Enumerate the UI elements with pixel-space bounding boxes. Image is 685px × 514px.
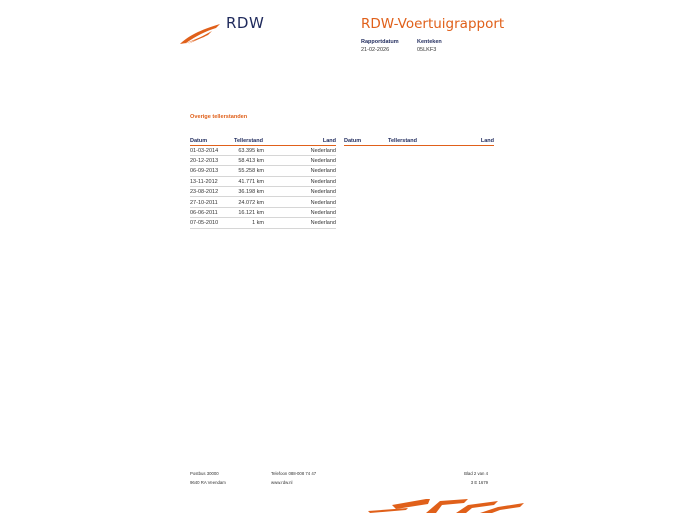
column-country: Land (264, 137, 336, 145)
footer-postbus: Postbus 30000 (190, 471, 219, 476)
table-header-row (344, 137, 494, 145)
report-date-label: Rapportdatum (361, 39, 399, 45)
reading-km: 63.395 km (228, 145, 264, 155)
reading-country: Nederland (264, 155, 336, 165)
reading-country: Nederland (264, 187, 336, 197)
rdw-wing-logo-icon (178, 22, 222, 46)
table-row (190, 145, 336, 155)
reading-km: 58.413 km (228, 155, 264, 165)
plate-label: Kenteken (417, 39, 442, 45)
footer-website: www.rdw.nl (271, 480, 293, 485)
footer-phone: Telefoon 088-008 74 47 (271, 471, 317, 476)
reading-date: 07-05-2010 (190, 218, 228, 228)
section-title: Overige tellerstanden (190, 114, 248, 120)
table-row (190, 166, 336, 176)
footer-code: 3 E 1679 (470, 480, 488, 485)
column-date: Datum (344, 137, 382, 145)
column-date: Datum (190, 137, 228, 145)
rdw-logo (178, 14, 270, 48)
odometer-table-left (190, 137, 336, 229)
report-date-block (361, 39, 399, 53)
logo-text: RDW (226, 14, 265, 32)
reading-km: 16.121 km (228, 207, 264, 217)
column-km: Tellerstand (228, 137, 264, 145)
report-title: RDW-Voertuigrapport (361, 16, 505, 32)
footer-city: 9640 RA Veendam (190, 480, 226, 485)
odometer-table-right (344, 137, 494, 146)
plate-block (417, 39, 442, 53)
table-row (190, 187, 336, 197)
reading-date: 13-11-2012 (190, 176, 228, 186)
reading-date: 20-12-2013 (190, 155, 228, 165)
table-row (190, 197, 336, 207)
reading-country: Nederland (264, 218, 336, 228)
reading-km: 55.258 km (228, 166, 264, 176)
reading-km: 24.072 km (228, 197, 264, 207)
table-header-row (190, 137, 336, 145)
reading-km: 1 km (228, 218, 264, 228)
reading-km: 36.198 km (228, 187, 264, 197)
column-country: Land (418, 137, 494, 145)
rdw-stripes-graphic-icon (368, 497, 528, 514)
reading-country: Nederland (264, 176, 336, 186)
reading-date: 27-10-2011 (190, 197, 228, 207)
reading-country: Nederland (264, 197, 336, 207)
table-row (190, 218, 336, 228)
footer-page: Blad 2 van 4 (464, 471, 488, 476)
reading-country: Nederland (264, 166, 336, 176)
reading-km: 41.771 km (228, 176, 264, 186)
reading-country: Nederland (264, 145, 336, 155)
plate-value: 05LKF3 (417, 47, 437, 53)
reading-date: 06-06-2011 (190, 207, 228, 217)
reading-country: Nederland (264, 207, 336, 217)
reading-date: 06-09-2013 (190, 166, 228, 176)
column-km: Tellerstand (382, 137, 418, 145)
table-row (190, 176, 336, 186)
table-row (190, 207, 336, 217)
report-date-value: 21-02-2026 (361, 47, 390, 53)
table-row (190, 155, 336, 165)
reading-date: 01-03-2014 (190, 145, 228, 155)
reading-date: 23-08-2012 (190, 187, 228, 197)
